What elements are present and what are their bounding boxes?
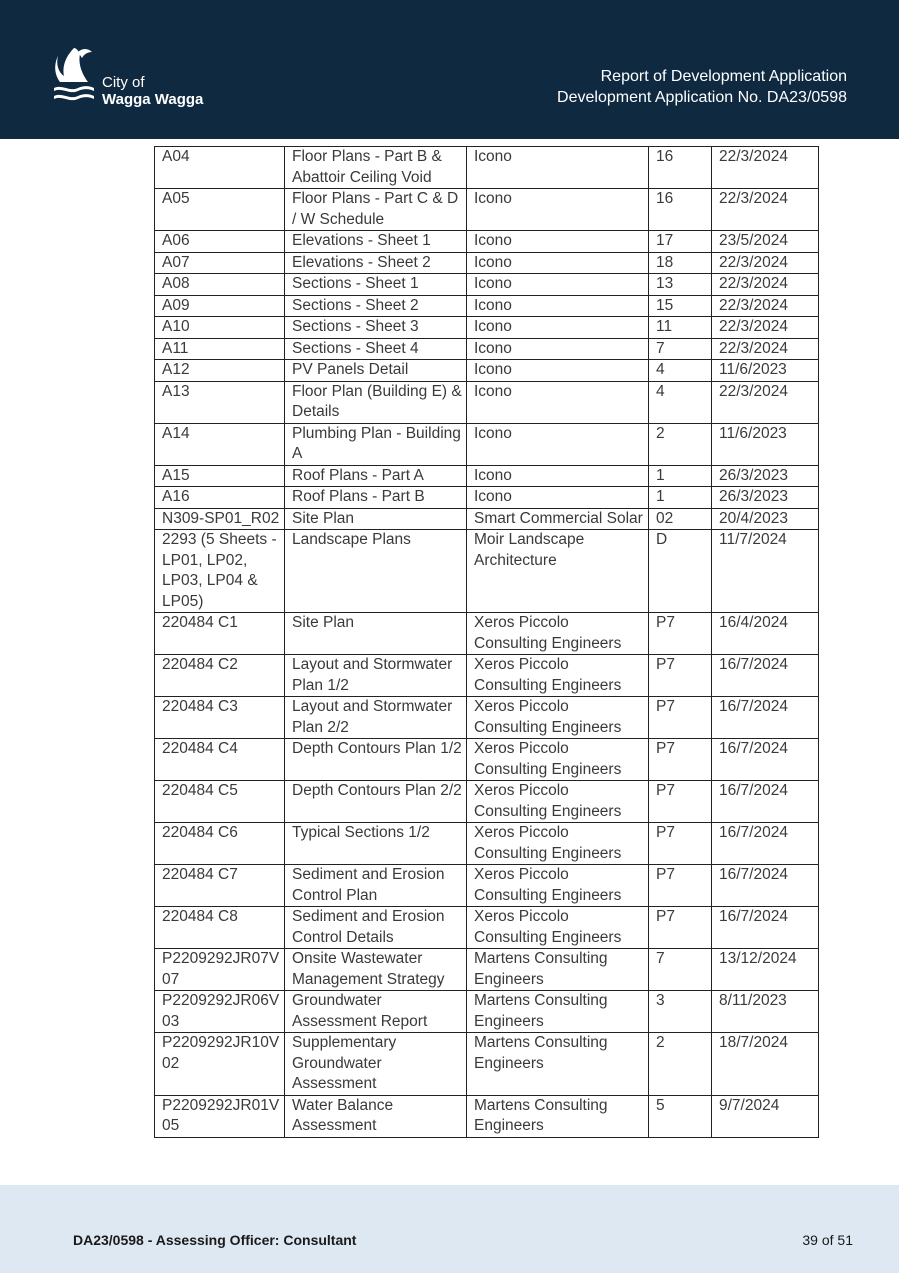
revision-cell: 2 <box>649 423 712 465</box>
prepared-by-cell: Icono <box>467 381 649 423</box>
date-cell: 20/4/2023 <box>712 508 819 530</box>
table-row <box>155 360 819 382</box>
report-title <box>557 66 847 108</box>
plan-number-cell: 220484 C7 <box>155 865 285 907</box>
city-logo-icon <box>52 44 96 106</box>
plan-number-cell: A07 <box>155 252 285 274</box>
plan-number-cell: A12 <box>155 360 285 382</box>
revision-cell: P7 <box>649 697 712 739</box>
prepared-by-cell: Martens Consulting Engineers <box>467 949 649 991</box>
prepared-by-cell: Martens Consulting Engineers <box>467 991 649 1033</box>
prepared-by-cell: Icono <box>467 231 649 253</box>
plan-title-cell: Water Balance Assessment <box>285 1095 467 1137</box>
date-cell: 22/3/2024 <box>712 295 819 317</box>
plan-title-cell: Floor Plans - Part C & D / W Schedule <box>285 189 467 231</box>
plan-title-cell: Roof Plans - Part A <box>285 465 467 487</box>
revision-cell: 18 <box>649 252 712 274</box>
plan-number-cell: 2293 (5 Sheets - LP01, LP02, LP03, LP04 & LP05) <box>155 530 285 613</box>
plan-title-cell: PV Panels Detail <box>285 360 467 382</box>
table-row <box>155 530 819 613</box>
table-row <box>155 147 819 189</box>
table-row <box>155 1033 819 1096</box>
date-cell: 11/6/2023 <box>712 360 819 382</box>
prepared-by-cell: Icono <box>467 338 649 360</box>
table-row <box>155 338 819 360</box>
table-row <box>155 865 819 907</box>
revision-cell: P7 <box>649 613 712 655</box>
prepared-by-cell: Icono <box>467 423 649 465</box>
plan-number-cell: 220484 C6 <box>155 823 285 865</box>
plan-number-cell: 220484 C3 <box>155 697 285 739</box>
plan-title-cell: Sections - Sheet 4 <box>285 338 467 360</box>
plan-title-cell: Sections - Sheet 1 <box>285 274 467 296</box>
prepared-by-cell: Icono <box>467 274 649 296</box>
plan-title-cell: Layout and Stormwater Plan 1/2 <box>285 655 467 697</box>
date-cell: 16/4/2024 <box>712 613 819 655</box>
date-cell: 26/3/2023 <box>712 487 819 509</box>
date-cell: 11/7/2024 <box>712 530 819 613</box>
date-cell: 22/3/2024 <box>712 274 819 296</box>
prepared-by-cell: Icono <box>467 465 649 487</box>
plan-title-cell: Site Plan <box>285 613 467 655</box>
plan-number-cell: 220484 C2 <box>155 655 285 697</box>
city-name-line2: Wagga Wagga <box>102 91 204 108</box>
prepared-by-cell: Icono <box>467 189 649 231</box>
plan-number-cell: P2209292JR10V02 <box>155 1033 285 1096</box>
plan-title-cell: Typical Sections 1/2 <box>285 823 467 865</box>
plan-title-cell: Plumbing Plan - Building A <box>285 423 467 465</box>
plan-number-cell: A09 <box>155 295 285 317</box>
date-cell: 8/11/2023 <box>712 991 819 1033</box>
revision-cell: 1 <box>649 465 712 487</box>
plans-table <box>154 146 819 1138</box>
revision-cell: 2 <box>649 1033 712 1096</box>
prepared-by-cell: Xeros Piccolo Consulting Engineers <box>467 823 649 865</box>
revision-cell: 16 <box>649 147 712 189</box>
prepared-by-cell: Moir Landscape Architecture <box>467 530 649 613</box>
revision-cell: 4 <box>649 381 712 423</box>
table-row <box>155 907 819 949</box>
revision-cell: P7 <box>649 655 712 697</box>
plan-title-cell: Supplementary Groundwater Assessment <box>285 1033 467 1096</box>
plan-number-cell: P2209292JR06V03 <box>155 991 285 1033</box>
plan-number-cell: 220484 C1 <box>155 613 285 655</box>
city-name <box>102 74 203 108</box>
revision-cell: P7 <box>649 865 712 907</box>
prepared-by-cell: Icono <box>467 147 649 189</box>
report-title-line2: Development Application No. DA23/0598 <box>557 89 847 106</box>
table-row <box>155 274 819 296</box>
prepared-by-cell: Martens Consulting Engineers <box>467 1095 649 1137</box>
prepared-by-cell: Xeros Piccolo Consulting Engineers <box>467 781 649 823</box>
table-row <box>155 739 819 781</box>
plan-number-cell: A05 <box>155 189 285 231</box>
revision-cell: D <box>649 530 712 613</box>
table-row <box>155 381 819 423</box>
prepared-by-cell: Xeros Piccolo Consulting Engineers <box>467 655 649 697</box>
plan-number-cell: A13 <box>155 381 285 423</box>
date-cell: 11/6/2023 <box>712 423 819 465</box>
plan-number-cell: P2209292JR07V07 <box>155 949 285 991</box>
report-title-line1: Report of Development Application <box>600 68 847 85</box>
plan-title-cell: Elevations - Sheet 1 <box>285 231 467 253</box>
table-row <box>155 508 819 530</box>
revision-cell: 5 <box>649 1095 712 1137</box>
table-row <box>155 697 819 739</box>
table-row <box>155 317 819 339</box>
table-row <box>155 823 819 865</box>
page-number: 39 of 51 <box>802 1232 853 1248</box>
revision-cell: P7 <box>649 781 712 823</box>
plan-title-cell: Onsite Wastewater Management Strategy <box>285 949 467 991</box>
plan-title-cell: Sediment and Erosion Control Details <box>285 907 467 949</box>
table-row <box>155 231 819 253</box>
prepared-by-cell: Xeros Piccolo Consulting Engineers <box>467 739 649 781</box>
revision-cell: 13 <box>649 274 712 296</box>
date-cell: 16/7/2024 <box>712 739 819 781</box>
revision-cell: 16 <box>649 189 712 231</box>
plan-title-cell: Layout and Stormwater Plan 2/2 <box>285 697 467 739</box>
table-row <box>155 465 819 487</box>
revision-cell: 17 <box>649 231 712 253</box>
prepared-by-cell: Xeros Piccolo Consulting Engineers <box>467 613 649 655</box>
prepared-by-cell: Xeros Piccolo Consulting Engineers <box>467 865 649 907</box>
plan-number-cell: A10 <box>155 317 285 339</box>
plan-number-cell: A06 <box>155 231 285 253</box>
plan-number-cell: 220484 C4 <box>155 739 285 781</box>
revision-cell: 4 <box>649 360 712 382</box>
date-cell: 9/7/2024 <box>712 1095 819 1137</box>
plan-number-cell: A04 <box>155 147 285 189</box>
plan-number-cell: P2209292JR01V05 <box>155 1095 285 1137</box>
revision-cell: P7 <box>649 907 712 949</box>
plan-title-cell: Site Plan <box>285 508 467 530</box>
plan-number-cell: A15 <box>155 465 285 487</box>
date-cell: 13/12/2024 <box>712 949 819 991</box>
date-cell: 22/3/2024 <box>712 147 819 189</box>
plan-number-cell: A11 <box>155 338 285 360</box>
prepared-by-cell: Icono <box>467 360 649 382</box>
revision-cell: P7 <box>649 739 712 781</box>
date-cell: 16/7/2024 <box>712 655 819 697</box>
date-cell: 22/3/2024 <box>712 381 819 423</box>
revision-cell: 7 <box>649 949 712 991</box>
revision-cell: 7 <box>649 338 712 360</box>
table-row <box>155 1095 819 1137</box>
prepared-by-cell: Icono <box>467 252 649 274</box>
prepared-by-cell: Icono <box>467 295 649 317</box>
revision-cell: 3 <box>649 991 712 1033</box>
table-row <box>155 949 819 991</box>
table-row <box>155 655 819 697</box>
date-cell: 16/7/2024 <box>712 865 819 907</box>
table-row <box>155 252 819 274</box>
city-name-line1: City of <box>102 74 145 91</box>
plan-number-cell: N309-SP01_R02 <box>155 508 285 530</box>
plan-title-cell: Depth Contours Plan 2/2 <box>285 781 467 823</box>
table-row <box>155 781 819 823</box>
page-header <box>0 0 899 139</box>
plan-number-cell: A08 <box>155 274 285 296</box>
plan-title-cell: Groundwater Assessment Report <box>285 991 467 1033</box>
date-cell: 16/7/2024 <box>712 697 819 739</box>
prepared-by-cell: Xeros Piccolo Consulting Engineers <box>467 907 649 949</box>
plan-title-cell: Sediment and Erosion Control Plan <box>285 865 467 907</box>
table-row <box>155 991 819 1033</box>
plan-number-cell: A14 <box>155 423 285 465</box>
plan-title-cell: Sections - Sheet 3 <box>285 317 467 339</box>
plans-table-body <box>155 147 819 1138</box>
plan-number-cell: A16 <box>155 487 285 509</box>
date-cell: 18/7/2024 <box>712 1033 819 1096</box>
date-cell: 23/5/2024 <box>712 231 819 253</box>
plan-title-cell: Floor Plan (Building E) & Details <box>285 381 467 423</box>
plan-number-cell: 220484 C8 <box>155 907 285 949</box>
prepared-by-cell: Xeros Piccolo Consulting Engineers <box>467 697 649 739</box>
table-row <box>155 487 819 509</box>
date-cell: 16/7/2024 <box>712 823 819 865</box>
plan-number-cell: 220484 C5 <box>155 781 285 823</box>
date-cell: 22/3/2024 <box>712 252 819 274</box>
date-cell: 22/3/2024 <box>712 338 819 360</box>
prepared-by-cell: Martens Consulting Engineers <box>467 1033 649 1096</box>
plan-title-cell: Landscape Plans <box>285 530 467 613</box>
table-row <box>155 295 819 317</box>
plan-title-cell: Elevations - Sheet 2 <box>285 252 467 274</box>
table-row <box>155 189 819 231</box>
page-footer <box>0 1185 899 1273</box>
revision-cell: 02 <box>649 508 712 530</box>
table-row <box>155 613 819 655</box>
date-cell: 16/7/2024 <box>712 907 819 949</box>
plan-title-cell: Sections - Sheet 2 <box>285 295 467 317</box>
plan-title-cell: Depth Contours Plan 1/2 <box>285 739 467 781</box>
date-cell: 16/7/2024 <box>712 781 819 823</box>
table-row <box>155 423 819 465</box>
footer-document-ref: DA23/0598 - Assessing Officer: Consultant <box>73 1232 357 1248</box>
revision-cell: P7 <box>649 823 712 865</box>
date-cell: 22/3/2024 <box>712 189 819 231</box>
prepared-by-cell: Smart Commercial Solar <box>467 508 649 530</box>
prepared-by-cell: Icono <box>467 487 649 509</box>
date-cell: 26/3/2023 <box>712 465 819 487</box>
plan-title-cell: Roof Plans - Part B <box>285 487 467 509</box>
prepared-by-cell: Icono <box>467 317 649 339</box>
revision-cell: 1 <box>649 487 712 509</box>
date-cell: 22/3/2024 <box>712 317 819 339</box>
revision-cell: 11 <box>649 317 712 339</box>
plan-title-cell: Floor Plans - Part B & Abattoir Ceiling Void <box>285 147 467 189</box>
revision-cell: 15 <box>649 295 712 317</box>
